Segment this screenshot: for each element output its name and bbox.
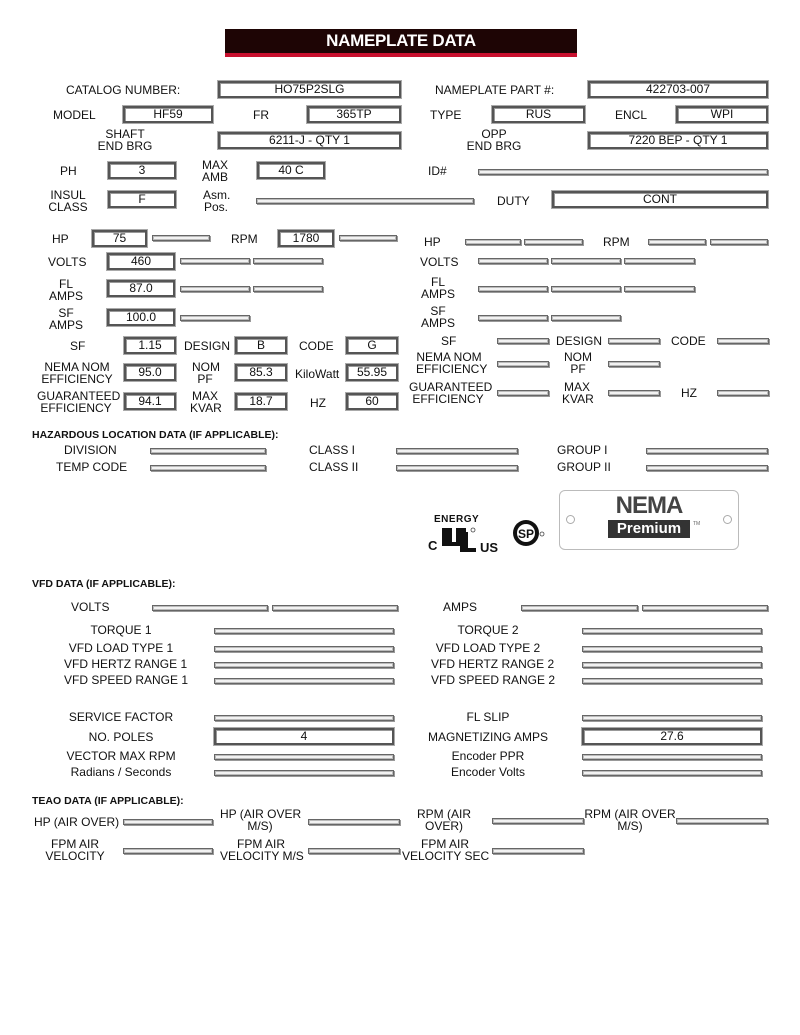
- group2-field[interactable]: [646, 465, 768, 471]
- asm-pos-label: Asm. Pos.: [203, 188, 231, 214]
- fpm-air-vel-ms-field[interactable]: [308, 848, 400, 854]
- encl-label: ENCL: [615, 108, 648, 122]
- speed-range1-field[interactable]: [214, 678, 394, 684]
- nema-nom-eff-2-label: NEMA NOM EFFICIENCY: [416, 350, 488, 376]
- magnetizing-amps-field[interactable]: 27.6: [582, 728, 762, 745]
- nema-premium-logo-icon: NEMA Premium TM: [559, 490, 739, 550]
- code-label: CODE: [299, 339, 334, 353]
- hertz-range2-field[interactable]: [582, 662, 762, 668]
- max-kvar-label: MAX KVAR: [190, 389, 222, 415]
- rpm-2-label: RPM: [603, 235, 630, 249]
- type-field[interactable]: RUS: [492, 106, 585, 123]
- sf-2-label: SF: [441, 334, 457, 348]
- hp-field-2[interactable]: [152, 235, 210, 241]
- nema-nom-eff-label: NEMA NOM EFFICIENCY: [41, 360, 113, 386]
- duty-field[interactable]: CONT: [552, 191, 768, 208]
- sf-amps-label: SF AMPS: [48, 306, 83, 332]
- fpm-air-vel-label: FPM AIR VELOCITY: [45, 837, 105, 863]
- nom-pf-field[interactable]: 85.3: [235, 364, 287, 381]
- code-field[interactable]: G: [346, 337, 398, 354]
- fl-amps-2-label: FL AMPS: [420, 275, 455, 301]
- volts-field-3[interactable]: [253, 258, 323, 264]
- fl-amps-field-3[interactable]: [253, 286, 323, 292]
- rpm-label: RPM: [231, 232, 258, 246]
- nom-pf-2-label: NOM PF: [564, 350, 592, 376]
- fl-amps-2-field-2[interactable]: [551, 286, 621, 292]
- fr-label: FR: [253, 108, 269, 122]
- rpm-field[interactable]: 1780: [278, 230, 334, 247]
- torque2-field[interactable]: [582, 628, 762, 634]
- max-amb-label: MAX AMB: [202, 158, 229, 184]
- nom-pf-2-field[interactable]: [608, 361, 660, 367]
- teao-section-title: TEAO DATA (IF APPLICABLE):: [32, 795, 184, 807]
- sf-label: SF: [70, 339, 86, 353]
- hz-2-field[interactable]: [717, 390, 769, 396]
- ph-field[interactable]: 3: [108, 162, 176, 179]
- volts-field-2[interactable]: [180, 258, 250, 264]
- torque1-label: TORQUE 1: [90, 623, 152, 637]
- load-type1-field[interactable]: [214, 646, 394, 652]
- design-label: DESIGN: [184, 339, 231, 353]
- sf-amps-field-2[interactable]: [180, 315, 250, 321]
- insul-class-label: INSUL CLASS: [48, 188, 88, 214]
- hp-2-field-2[interactable]: [524, 239, 583, 245]
- no-poles-field[interactable]: 4: [214, 728, 394, 745]
- guaranteed-eff-label: GUARANTEED EFFICIENCY: [37, 389, 121, 415]
- csa-logo-icon: [512, 518, 546, 550]
- load-type2-label: VFD LOAD TYPE 2: [435, 641, 541, 655]
- vfd-volts-field-1[interactable]: [152, 605, 268, 611]
- id-field[interactable]: [478, 169, 768, 175]
- hp-air-over-field[interactable]: [123, 819, 213, 825]
- code-2-field[interactable]: [717, 338, 769, 344]
- temp-code-field[interactable]: [150, 465, 266, 471]
- design-field[interactable]: B: [235, 337, 287, 354]
- encoder-volts-label: Encoder Volts: [450, 765, 526, 779]
- guaranteed-eff-2-label: GUARANTEED EFFICIENCY: [409, 380, 493, 406]
- torque1-field[interactable]: [214, 628, 394, 634]
- vector-max-rpm-label: VECTOR MAX RPM: [66, 749, 176, 763]
- speed-range2-label: VFD SPEED RANGE 2: [431, 673, 556, 687]
- sf-amps-2-field-2[interactable]: [551, 315, 621, 321]
- nema-plate-hole-right: [723, 515, 732, 524]
- asm-pos-field[interactable]: [256, 198, 474, 204]
- page-title: NAMEPLATE DATA: [326, 31, 476, 50]
- catalog-number-field[interactable]: HO75P2SLG: [218, 81, 401, 98]
- sf-amps-field[interactable]: 100.0: [107, 309, 175, 326]
- encl-field[interactable]: WPI: [676, 106, 768, 123]
- hertz-range2-label: VFD HERTZ RANGE 2: [431, 657, 555, 671]
- no-poles-label: NO. POLES: [88, 730, 154, 744]
- encoder-ppr-field[interactable]: [582, 754, 762, 760]
- speed-range1-label: VFD SPEED RANGE 1: [64, 673, 189, 687]
- nema-nom-eff-2-field[interactable]: [497, 361, 549, 367]
- hp-air-over-ms-field[interactable]: [308, 819, 400, 825]
- volts-2-field-2[interactable]: [551, 258, 621, 264]
- rpm-air-over-ms-label: RPM (AIR OVER M/S): [584, 807, 676, 833]
- kilowatt-label: KiloWatt: [295, 367, 340, 381]
- radians-seconds-field[interactable]: [214, 770, 394, 776]
- nema-plate-hole-left: [566, 515, 575, 524]
- guaranteed-eff-field[interactable]: 94.1: [124, 393, 176, 410]
- fpm-air-vel-sec-field[interactable]: [492, 848, 584, 854]
- type-label: TYPE: [430, 108, 462, 122]
- vfd-volts-label: VOLTS: [71, 600, 110, 614]
- group1-field[interactable]: [646, 448, 768, 454]
- hp-2-field-1[interactable]: [465, 239, 521, 245]
- fl-amps-label: FL AMPS: [48, 277, 83, 303]
- vfd-amps-field-2[interactable]: [642, 605, 768, 611]
- rpm-field-2[interactable]: [339, 235, 397, 241]
- ph-label: PH: [60, 164, 77, 178]
- class2-field[interactable]: [396, 465, 518, 471]
- ul-mark-icon: [440, 526, 478, 554]
- service-factor-label: SERVICE FACTOR: [68, 710, 174, 724]
- design-2-label: DESIGN: [556, 334, 603, 348]
- nom-pf-label: NOM PF: [192, 360, 220, 386]
- class1-field[interactable]: [396, 448, 518, 454]
- hertz-range1-label: VFD HERTZ RANGE 1: [64, 657, 188, 671]
- hp-label: HP: [52, 232, 69, 246]
- sf-2-field[interactable]: [497, 338, 549, 344]
- load-type2-field[interactable]: [582, 646, 762, 652]
- fpm-air-vel-ms-label: FPM AIR VELOCITY M/S: [220, 837, 304, 863]
- rpm-air-over-field[interactable]: [492, 818, 584, 824]
- ul-energy-logo-icon: ENERGY C US: [428, 514, 499, 555]
- hp-air-over-ms-label: HP (AIR OVER M/S): [220, 807, 302, 833]
- fpm-air-vel-field[interactable]: [123, 848, 213, 854]
- torque2-label: TORQUE 2: [457, 623, 519, 637]
- encoder-ppr-label: Encoder PPR: [451, 749, 525, 763]
- volts-2-field-1[interactable]: [478, 258, 548, 264]
- magnetizing-amps-label: MAGNETIZING AMPS: [427, 730, 548, 744]
- volts-2-field-3[interactable]: [624, 258, 695, 264]
- hp-field[interactable]: 75: [92, 230, 147, 247]
- fr-field[interactable]: 365TP: [307, 106, 401, 123]
- hz-label: HZ: [310, 396, 326, 410]
- speed-range2-field[interactable]: [582, 678, 762, 684]
- shaft-end-brg-label: SHAFT END BRG: [97, 127, 153, 153]
- hertz-range1-field[interactable]: [214, 662, 394, 668]
- vfd-section-title: VFD DATA (IF APPLICABLE):: [32, 578, 176, 590]
- nema-nom-eff-field[interactable]: 95.0: [124, 364, 176, 381]
- group2-label: GROUP II: [557, 460, 611, 474]
- fpm-air-vel-sec-label: FPM AIR VELOCITY SEC: [402, 837, 490, 863]
- fl-amps-field[interactable]: 87.0: [107, 280, 175, 297]
- vfd-amps-field-1[interactable]: [521, 605, 638, 611]
- volts-2-label: VOLTS: [420, 255, 459, 269]
- rpm-air-over-label: RPM (AIR OVER): [417, 807, 471, 833]
- division-label: DIVISION: [64, 443, 117, 457]
- hp-2-label: HP: [424, 235, 441, 249]
- model-label: MODEL: [53, 108, 96, 122]
- max-kvar-2-field[interactable]: [608, 390, 660, 396]
- fl-amps-2-field-1[interactable]: [478, 286, 548, 292]
- vfd-volts-field-2[interactable]: [272, 605, 398, 611]
- shaft-end-brg-field[interactable]: 6211-J - QTY 1: [218, 132, 401, 149]
- group1-label: GROUP I: [557, 443, 608, 457]
- sf-amps-2-label: SF AMPS: [420, 304, 455, 330]
- service-factor-field[interactable]: [214, 715, 394, 721]
- fl-slip-label: FL SLIP: [466, 710, 510, 724]
- hazardous-section-title: HAZARDOUS LOCATION DATA (IF APPLICABLE):: [32, 429, 279, 441]
- id-label: ID#: [428, 164, 447, 178]
- fl-amps-2-field-3[interactable]: [624, 286, 695, 292]
- radians-seconds-label: Radians / Seconds: [70, 765, 172, 779]
- volts-field[interactable]: 460: [107, 253, 175, 270]
- kilowatt-field[interactable]: 55.95: [346, 364, 398, 381]
- page-title-bar: [225, 29, 577, 57]
- insul-class-field[interactable]: F: [108, 191, 176, 208]
- vector-max-rpm-field[interactable]: [214, 754, 394, 760]
- class2-label: CLASS II: [309, 460, 359, 474]
- hz-field[interactable]: 60: [346, 393, 398, 410]
- sf-field[interactable]: 1.15: [124, 337, 176, 354]
- encoder-volts-field[interactable]: [582, 770, 762, 776]
- fl-slip-field[interactable]: [582, 715, 762, 721]
- volts-label: VOLTS: [48, 255, 87, 269]
- rpm-2-field-2[interactable]: [710, 239, 768, 245]
- opp-end-brg-field[interactable]: 7220 BEP - QTY 1: [588, 132, 768, 149]
- guaranteed-eff-2-field[interactable]: [497, 390, 549, 396]
- max-kvar-field[interactable]: 18.7: [235, 393, 287, 410]
- rpm-air-over-ms-field[interactable]: [676, 818, 768, 824]
- hz-2-label: HZ: [681, 386, 697, 400]
- max-kvar-2-label: MAX KVAR: [562, 380, 594, 406]
- rpm-2-field-1[interactable]: [648, 239, 706, 245]
- load-type1-label: VFD LOAD TYPE 1: [68, 641, 174, 655]
- nameplate-part-label: NAMEPLATE PART #:: [435, 83, 555, 97]
- svg-text:SP: SP: [517, 527, 535, 541]
- opp-end-brg-label: OPP END BRG: [466, 127, 522, 153]
- duty-label: DUTY: [497, 194, 530, 208]
- code-2-label: CODE: [671, 334, 706, 348]
- temp-code-label: TEMP CODE: [56, 460, 128, 474]
- nameplate-part-field[interactable]: 422703-007: [588, 81, 768, 98]
- sf-amps-2-field-1[interactable]: [478, 315, 548, 321]
- class1-label: CLASS I: [309, 443, 356, 457]
- fl-amps-field-2[interactable]: [180, 286, 250, 292]
- max-amb-field[interactable]: 40 C: [257, 162, 325, 179]
- design-2-field[interactable]: [608, 338, 660, 344]
- hp-air-over-label: HP (AIR OVER): [34, 815, 120, 829]
- catalog-number-label: CATALOG NUMBER:: [66, 83, 181, 97]
- vfd-amps-label: AMPS: [443, 600, 478, 614]
- model-field[interactable]: HF59: [123, 106, 213, 123]
- division-field[interactable]: [150, 448, 266, 454]
